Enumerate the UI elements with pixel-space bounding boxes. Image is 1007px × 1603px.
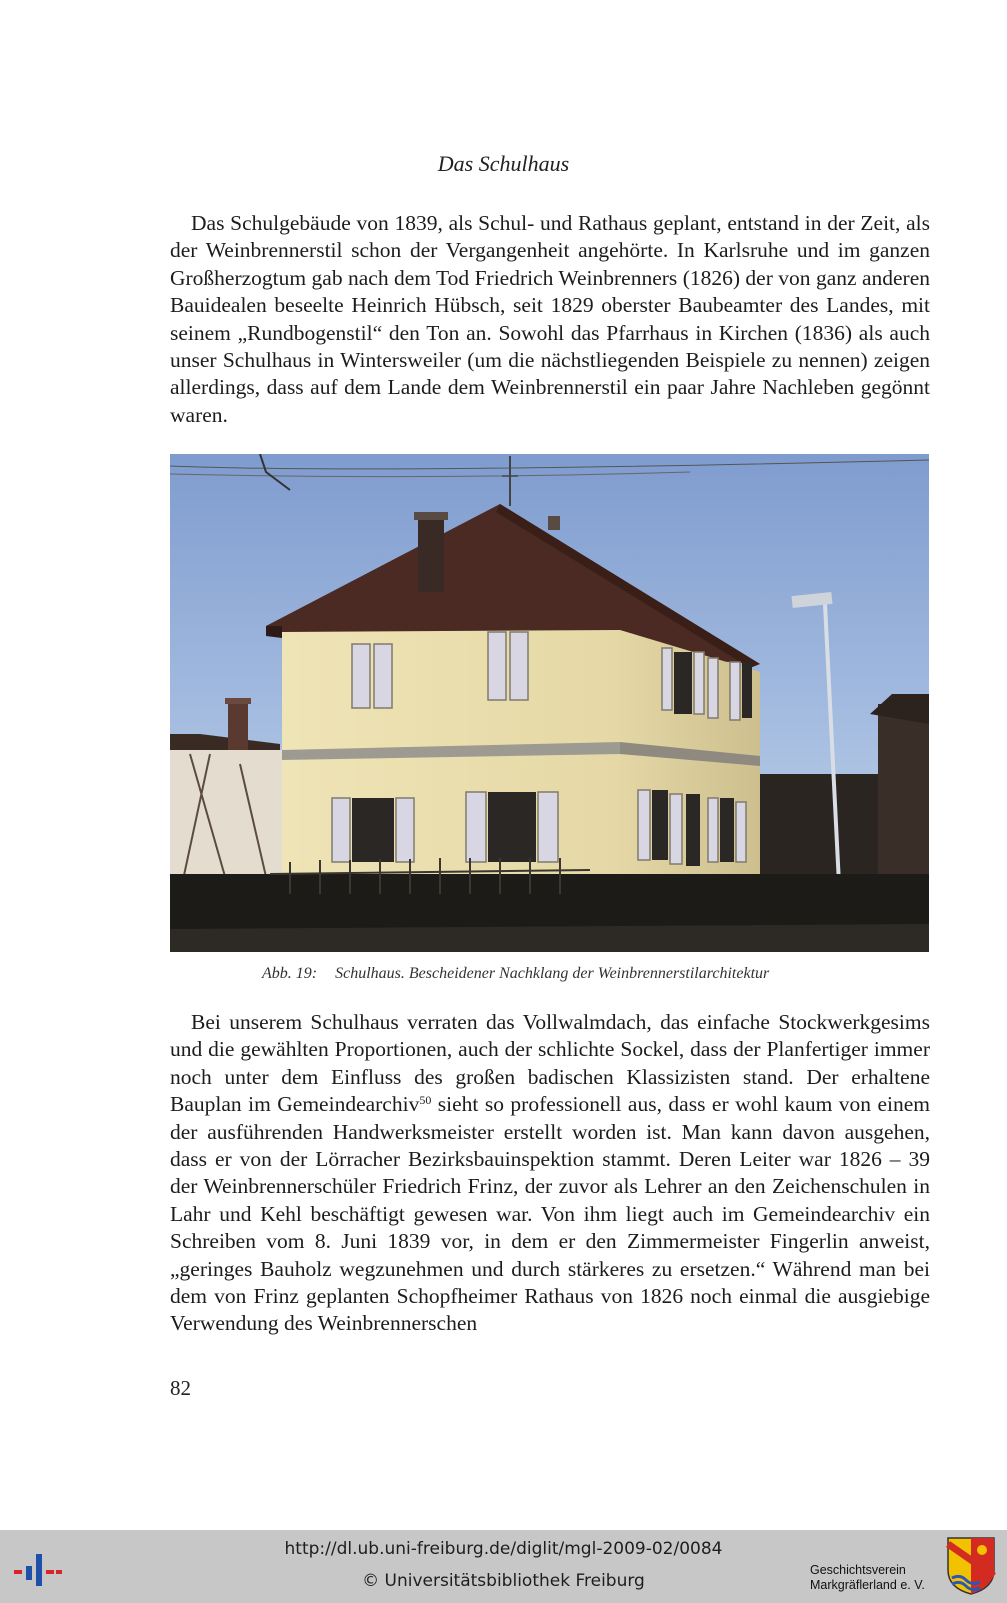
paragraph-2-text-b: sieht so professionell aus, dass er wohl kaum von einem der ausführenden Handwerksmeister erstellt worden ist. Man kann davon ausgehen, dass er von der Lörracher Bezirksbauinspektion stammt. Deren Leiter war 1826 – 39 der Weinbrennerschüler Friedrich Frinz, der zuvor als Lehrer an den Zeichenschulen in Lahr und Kehl beschäftigt gewesen war. Von ihm liegt auch im Gemeindearchiv ein Schreiben vom 8. Juni 1839 vor, in dem er den Zimmermeister Fingerlin anweist, „geringes Bauholz wegzunehmen und durch stärkeres zu ersetzen.“ Während man bei dem von Frinz geplanten Schopfheimer Rathaus von 1826 noch einmal die ausgiebige Verwendung des Weinbrennerschen xyxy=(170,1092,930,1336)
society-name-line-2: Markgräflerland e. V. xyxy=(810,1578,925,1592)
running-header: Das Schulhaus xyxy=(437,151,570,176)
footer-copyright: © Universitätsbibliothek Freiburg xyxy=(362,1571,645,1591)
footer-url-link[interactable]: http://dl.ub.uni-freiburg.de/diglit/mgl-2009-02/0084 xyxy=(284,1539,723,1559)
markgraeflerland-crest-icon xyxy=(946,1536,996,1596)
society-name xyxy=(810,1563,925,1593)
footer-bar xyxy=(0,1530,1007,1603)
figure-caption-text: Schulhaus. Bescheidener Nachklang der Weinbrennerstilarchitektur xyxy=(335,965,770,982)
figure-caption xyxy=(262,965,769,983)
paragraph-2 xyxy=(170,1009,930,1338)
page-number: 82 xyxy=(170,1376,191,1400)
figure-label: Abb. 19: xyxy=(262,965,318,982)
figure-photo-schulhaus xyxy=(170,454,929,952)
paragraph-2-text-a: Bei unserem Schulhaus verraten das Vollwalmdach, das einfache Stockwerkgesims und die gewählten Proportionen, auch der schlichte Sockel, dass der Planfertiger immer noch unter dem Einfluss des großen badischen Klassizisten stand. Der erhaltene Bauplan im Gemeindearchiv xyxy=(170,1010,930,1117)
society-name-line-1: Geschichtsverein xyxy=(810,1563,906,1577)
footnote-ref-50[interactable]: 50 xyxy=(419,1093,432,1108)
paragraph-1: Das Schulgebäude von 1839, als Schul- und Rathaus geplant, entstand in der Zeit, als der Weinbrennerstil schon der Vergangenheit angehörte. In Karlsruhe und im ganzen Großherzogtum gab nach dem Tod Friedrich Weinbrenners (1826) der von ganz anderen Bauidealen beseelte Heinrich Hübsch, seit 1829 oberster Baubeamter des Landes, mit seinem „Rundbogenstil“ den Ton an. Sowohl das Pfarrhaus in Kirchen (1836) als auch unser Schulhaus in Wintersweiler (um die nächstliegenden Beispiele zu nennen) zeigen allerdings, dass auf dem Lande dem Weinbrennerstil ein paar Jahre Nachleben gegönnt waren. xyxy=(170,211,930,427)
